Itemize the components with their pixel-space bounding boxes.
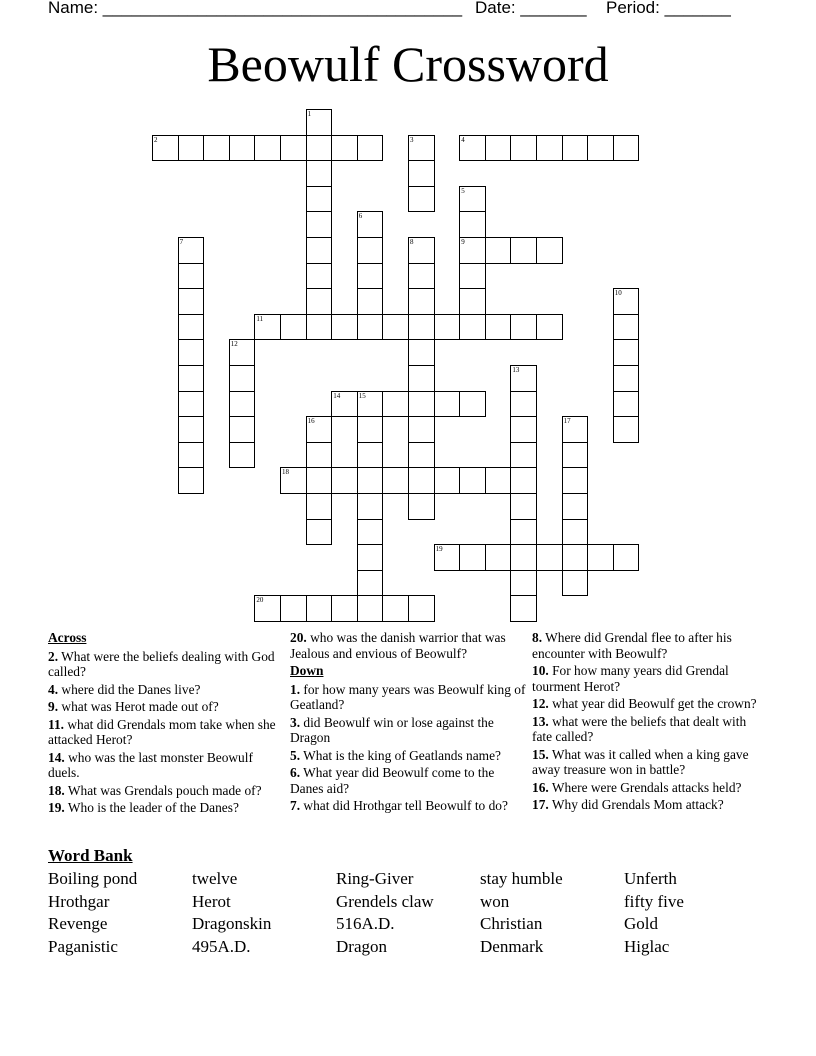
grid-cell[interactable] [408, 288, 435, 315]
grid-cell[interactable] [331, 467, 358, 494]
clue-number: 14 [333, 391, 341, 400]
grid-cell[interactable] [280, 595, 307, 622]
grid-cell[interactable] [613, 416, 640, 443]
clue-item: 4. where did the Danes live? [48, 681, 201, 697]
word-bank-item: Hrothgar [48, 891, 110, 911]
word-bank-column [48, 868, 192, 958]
grid-cell[interactable] [306, 135, 333, 162]
grid-cell[interactable] [357, 493, 384, 520]
down-heading: Down [290, 663, 324, 678]
grid-cell[interactable] [331, 135, 358, 162]
grid-cell[interactable] [357, 544, 384, 571]
clue-item: 8. Where did Grendal flee to after his encounter with Beowulf? [532, 630, 732, 661]
grid-cell[interactable] [408, 442, 435, 469]
grid-cell[interactable] [562, 519, 589, 546]
grid-cell[interactable] [485, 467, 512, 494]
grid-cell[interactable] [382, 595, 409, 622]
grid-cell[interactable] [178, 365, 205, 392]
grid-cell[interactable] [459, 314, 486, 341]
word-bank-item: 495A.D. [192, 936, 251, 956]
name-field[interactable]: Name: ______________________________________ [48, 0, 463, 17]
grid-cell[interactable] [306, 442, 333, 469]
clue-item: 5. What is the king of Geatlands name? [290, 747, 501, 763]
word-bank-column [624, 868, 768, 958]
grid-cell[interactable] [536, 135, 563, 162]
clue-item: 19. Who is the leader of the Danes? [48, 800, 239, 815]
grid-cell[interactable] [408, 416, 435, 443]
grid-cell[interactable] [485, 544, 512, 571]
grid-cell[interactable] [408, 160, 435, 187]
grid-cell[interactable] [306, 519, 333, 546]
clue-item: 12. what year did Beowulf get the crown? [532, 696, 757, 711]
grid-cell[interactable] [459, 263, 486, 290]
grid-cell[interactable] [357, 519, 384, 546]
clues-column-3 [532, 630, 768, 815]
grid-cell[interactable] [306, 186, 333, 213]
grid-cell[interactable] [178, 339, 205, 366]
grid-cell[interactable] [357, 467, 384, 494]
word-bank-item: Christian [480, 914, 543, 934]
grid-cell[interactable] [357, 442, 384, 469]
grid-cell[interactable] [357, 263, 384, 290]
grid-cell[interactable] [306, 263, 333, 290]
clue-number: 18 [282, 468, 289, 477]
grid-cell[interactable] [587, 135, 614, 162]
grid-cell[interactable] [562, 442, 589, 469]
grid-cell[interactable] [510, 314, 537, 341]
clue-number: 3 [410, 135, 414, 144]
word-bank-item: Grendels claw [336, 891, 434, 911]
word-bank-item: Higlac [624, 936, 670, 956]
clue-item: 1. for how many years was Beowulf king of Geatland? [290, 681, 526, 712]
grid-cell[interactable] [331, 595, 358, 622]
grid-cell[interactable] [229, 442, 256, 469]
grid-cell[interactable] [459, 467, 486, 494]
grid-cell[interactable] [229, 365, 256, 392]
grid-cell[interactable] [178, 467, 205, 494]
grid-cell[interactable] [306, 211, 333, 238]
grid-cell[interactable] [510, 391, 537, 418]
grid-cell[interactable] [408, 263, 435, 290]
word-bank-item: twelve [192, 869, 238, 888]
grid-cell[interactable] [280, 314, 307, 341]
word-bank-title: Word Bank [48, 846, 133, 865]
grid-cell[interactable] [229, 416, 256, 443]
clues-column-1 [48, 630, 284, 818]
clue-item: 2. What were the beliefs dealing with God called? [48, 648, 275, 679]
grid-cell[interactable] [510, 493, 537, 520]
clue-number: 17 [563, 417, 571, 426]
grid-cell[interactable] [459, 288, 486, 315]
word-bank-item: Dragonskin [192, 914, 272, 934]
grid-cell[interactable] [382, 314, 409, 341]
word-bank-item: Dragon [336, 936, 387, 956]
grid-cell[interactable] [536, 237, 563, 264]
clue-number: 19 [435, 545, 443, 554]
grid-cell[interactable] [254, 135, 281, 162]
grid-cell[interactable] [178, 416, 205, 443]
clue-item: 9. what was Herot made out of? [48, 699, 219, 714]
clue-number: 5 [461, 186, 465, 195]
clue-number: 12 [230, 340, 238, 349]
clue-number: 10 [614, 289, 622, 298]
grid-cell[interactable] [613, 135, 640, 162]
clue-number: 15 [358, 391, 366, 400]
grid-cell[interactable] [382, 391, 409, 418]
word-bank-item: fifty five [624, 891, 684, 911]
grid-cell[interactable] [510, 442, 537, 469]
clue-item: 16. Where were Grendals attacks held? [532, 779, 742, 795]
word-bank-item: Revenge [48, 914, 108, 934]
word-bank-item: Ring-Giver [336, 869, 414, 888]
word-bank-item: Denmark [480, 936, 544, 956]
grid-cell[interactable] [613, 544, 640, 571]
word-bank-item: won [480, 891, 510, 911]
grid-cell[interactable] [306, 493, 333, 520]
grid-cell[interactable] [485, 135, 512, 162]
grid-cell[interactable] [536, 544, 563, 571]
grid-cell[interactable] [613, 314, 640, 341]
clue-item: 6. What year did Beowulf come to the Danes aid? [290, 765, 495, 796]
clue-number: 2 [154, 135, 158, 144]
word-bank-item: Paganistic [48, 936, 118, 956]
clue-item: 18. What was Grendals pouch made of? [48, 782, 262, 798]
grid-cell[interactable] [510, 237, 537, 264]
grid-cell[interactable] [408, 467, 435, 494]
grid-cell[interactable] [178, 288, 205, 315]
grid-cell[interactable] [178, 135, 205, 162]
clue-number: 13 [512, 366, 520, 374]
clue-item: 3. did Beowulf win or lose against the Dragon [290, 714, 494, 745]
grid-cell[interactable] [306, 237, 333, 264]
grid-cell[interactable] [178, 442, 205, 469]
grid-cell[interactable] [459, 544, 486, 571]
grid-cell[interactable] [510, 135, 537, 162]
clue-20-across: 20. who was the danish warrior that was Jealous and envious of Beowulf? [290, 630, 506, 661]
grid-cell[interactable] [203, 135, 230, 162]
word-bank-item: stay humble [480, 869, 563, 888]
grid-cell[interactable] [459, 211, 486, 238]
grid-cell[interactable] [562, 467, 589, 494]
clue-item: 14. who was the last monster Beowulf duels. [48, 749, 253, 780]
grid-cell[interactable] [306, 160, 333, 187]
word-bank-item: Unferth [624, 869, 677, 888]
clue-number: 8 [410, 238, 414, 246]
grid-cell[interactable] [178, 263, 205, 290]
grid-cell[interactable] [408, 339, 435, 366]
grid-cell[interactable] [510, 544, 537, 571]
grid-cell[interactable] [613, 391, 640, 418]
word-bank-item: Gold [624, 914, 658, 934]
grid-cell[interactable] [280, 135, 307, 162]
grid-cell[interactable] [562, 135, 589, 162]
clue-item: 13. what were the beliefs that dealt with fate called? [532, 713, 747, 744]
grid-cell[interactable] [306, 288, 333, 315]
grid-cell[interactable] [408, 365, 435, 392]
across-heading: Across [48, 630, 87, 645]
grid-cell[interactable] [485, 314, 512, 341]
grid-cell[interactable] [408, 314, 435, 341]
clue-number: 11 [256, 314, 264, 323]
grid-cell[interactable] [485, 237, 512, 264]
clue-number: 6 [358, 212, 363, 221]
grid-cell[interactable] [562, 544, 589, 571]
grid-cell[interactable] [459, 391, 486, 418]
grid-cell[interactable] [510, 595, 537, 622]
grid-cell[interactable] [613, 365, 640, 392]
grid-cell[interactable] [229, 391, 256, 418]
word-bank-column [336, 868, 480, 958]
grid-cell[interactable] [434, 314, 461, 341]
word-bank-column [192, 868, 336, 958]
period-field[interactable]: Period: _______ [606, 0, 731, 17]
grid-cell[interactable] [357, 288, 384, 315]
word-bank-item: 516A.D. [336, 914, 395, 934]
clue-item: 11. what did Grendals mom take when she attacked Herot? [48, 716, 276, 747]
grid-cell[interactable] [562, 493, 589, 520]
grid-cell[interactable] [587, 544, 614, 571]
grid-cell[interactable] [510, 570, 537, 597]
grid-cell[interactable] [331, 314, 358, 341]
clues-column-2 [290, 630, 526, 816]
clue-number: 20 [256, 596, 264, 605]
grid-cell[interactable] [510, 467, 537, 494]
clue-item: 17. Why did Grendals Mom attack? [532, 797, 724, 812]
clue-number: 1 [307, 110, 312, 118]
clue-item: 7. what did Hrothgar tell Beowulf to do? [290, 798, 508, 813]
grid-cell[interactable] [510, 519, 537, 546]
grid-cell[interactable] [178, 391, 205, 418]
grid-cell[interactable] [408, 391, 435, 418]
grid-cell[interactable] [229, 135, 256, 162]
grid-cell[interactable] [306, 595, 333, 622]
word-bank-item: Boiling pond [48, 869, 138, 888]
clue-number: 7 [179, 238, 184, 246]
clue-number: 16 [307, 417, 315, 426]
grid-cell[interactable] [613, 339, 640, 366]
grid-cell[interactable] [178, 314, 205, 341]
grid-cell[interactable] [536, 314, 563, 341]
grid-cell[interactable] [357, 314, 384, 341]
date-field[interactable]: Date: _______ [475, 0, 587, 17]
grid-cell[interactable] [434, 467, 461, 494]
page-title: Beowulf Crossword [207, 36, 609, 92]
clue-number: 4 [461, 135, 465, 144]
clue-number: 9 [461, 238, 465, 246]
grid-cell[interactable] [434, 391, 461, 418]
grid-cell[interactable] [408, 493, 435, 520]
grid-cell[interactable] [510, 416, 537, 443]
grid-cell[interactable] [357, 570, 384, 597]
grid-cell[interactable] [408, 186, 435, 213]
grid-cell[interactable] [357, 595, 384, 622]
clue-item: 10. For how many years did Grendal tourment Herot? [532, 663, 729, 694]
grid-cell[interactable] [357, 416, 384, 443]
grid-cell[interactable] [382, 467, 409, 494]
grid-cell[interactable] [357, 237, 384, 264]
word-bank-column [480, 868, 624, 958]
word-bank-item: Herot [192, 891, 231, 911]
clue-item: 15. What was it called when a king gave away treasure won in battle? [532, 746, 749, 777]
grid-cell[interactable] [357, 135, 384, 162]
grid-cell[interactable] [306, 314, 333, 341]
grid-cell[interactable] [562, 570, 589, 597]
grid-cell[interactable] [306, 467, 333, 494]
grid-cell[interactable] [408, 595, 435, 622]
